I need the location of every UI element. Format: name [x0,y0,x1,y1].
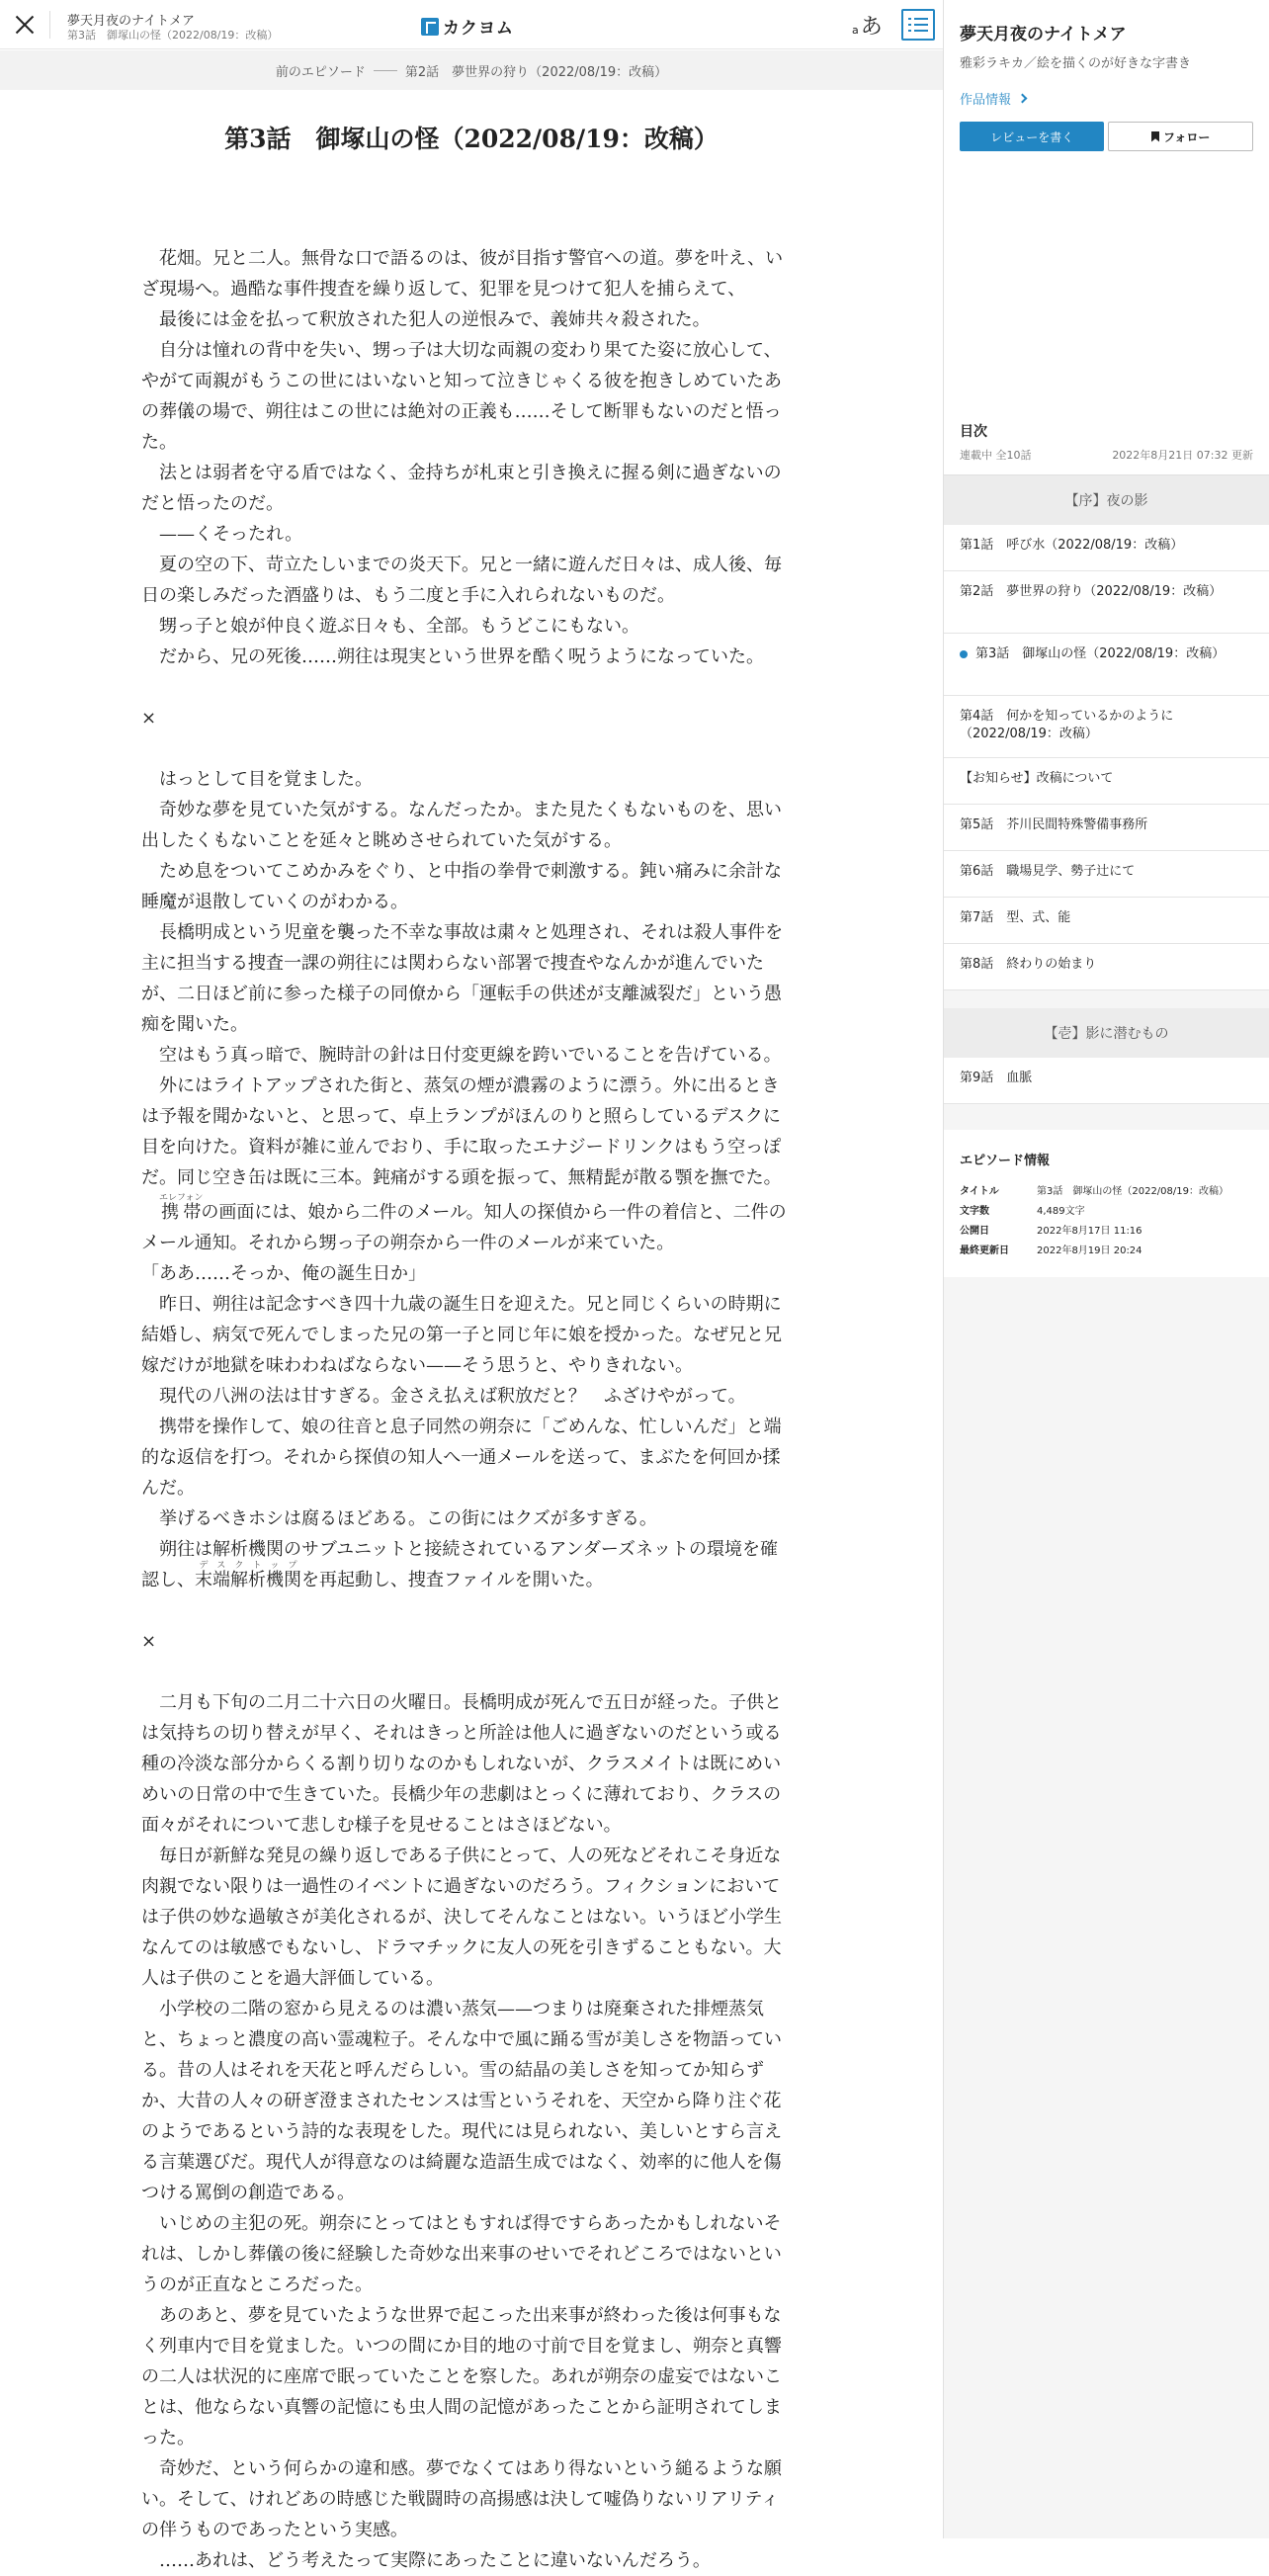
sidebar [943,0,1269,2538]
ruby-base: 携帯 [159,1202,204,1223]
body-paragraph: いじめの主犯の死。朔奈にとってはともすれば得ですらあったかもしれないそれは、しかし葬儀の後に経験した奇妙な出来事のせいでそれどころではないというのが正直なところだった。 [141,2213,782,2295]
episode-info-value: 2022年8月17日 11:16 [1037,1226,1142,1237]
toc-title: 目次 [960,424,987,440]
toc-episode-item[interactable]: 第7話 型、式、能 [944,898,1269,944]
write-review-button[interactable]: レビューを書く [960,122,1104,151]
episode-info-value: 2022年8月19日 20:24 [1037,1245,1142,1256]
episode-info-key: 最終更新日 [960,1245,1009,1256]
ruby-text [195,1561,301,1590]
body-paragraph: 携帯を操作して、娘の往音と息子同然の朔奈に「ごめんな、忙しいんだ」と端的な返信を打つ。それから探偵の知人へ一通メールを送って、まぶたを何回か揉んだ。 [141,1417,782,1499]
toc-episode-item[interactable]: 第8話 終わりの始まり [944,944,1269,990]
body-paragraph: 挙げるべきホシは腐るほどある。この街にはクズが多すぎる。 [159,1508,657,1529]
body-paragraph: 法とは弱者を守る盾ではなく、金持ちが札束と引き換えに握る剣に過ぎないのだと悟ったのだ。 [141,463,782,514]
body-paragraph: はっとして目を覚ました。 [159,769,373,790]
ruby-base: 末端解析機関 [195,1570,301,1590]
body-paragraph: 最後には金を払って釈放された犯人の逆恨みで、義姉共々殺された。 [159,309,711,330]
episode-title: 第3話 御塚山の怪（2022/08/19：改稿） [224,125,719,153]
scene-break: × [141,1631,157,1652]
episode-info-row [960,1242,1253,1261]
prev-separator [374,70,397,71]
episode-info-value: 第3話 御塚山の怪（2022/08/19：改稿） [1037,1186,1228,1197]
ruby-reading: デスクトップ [195,1561,301,1571]
body-paragraph: 奇妙だ、という何らかの違和感。夢でなくてはあり得ないという縋るような願い。そして、けれどあの時感じた戦闘時の高揚感は決して嘘偽りないリアリティの伴うものであったという実感。 [141,2458,782,2540]
episode-info-rows [960,1182,1253,1261]
toc-episode-item[interactable]: 第1話 呼び水（2022/08/19：改稿） [944,525,1269,571]
bookmark-plus-icon [1151,131,1159,142]
episode-info-key: 公開日 [960,1226,989,1237]
body-paragraph: 外にはライトアップされた街と、蒸気の煙が濃霧のように漂う。外に出るときは予報を聞かないと、と思って、卓上ランプがほんのりと照らしているデスクに目を向けた。資料が雑に並んでおり、手に取ったエナジードリンクはもう空っぽだ。同じ空き缶は既に三本。鈍痛がする頭を振って、無精髭が散る顎を撫でた。 [141,1075,782,1188]
list-icon-line [914,24,928,26]
body-paragraph: ……あれは、どう考えたって実際にあったことに違いないんだろう。 [159,2550,711,2571]
close-icon[interactable] [12,12,38,38]
episode-body [141,213,790,2576]
reading-area [0,90,943,2571]
body-paragraph: 二月も下旬の二月二十六日の火曜日。長橋明成が死んで五日が経った。子供とは気持ちの切り替えが早く、それはきっと所詮は他人に過ぎないのだという或る種の冷淡な部分からくる割り切りなのかもしれないが、クラスメイトは既にめいめいの日常の中で生きていた。長橋少年の悲劇はとっくに薄れており、クラスの面々がそれについて悲しむ様子を見せることはさほどない。 [141,1692,782,1836]
prev-episode-title: 第2話 夢世界の狩り（2022/08/19：改稿） [404,64,668,80]
toc-episode-item[interactable]: 第6話 職場見学、勢子辻にて [944,851,1269,898]
blank-line [141,213,790,243]
top-header [0,0,943,49]
body-paragraph: ため息をついてこめかみをぐり、と中指の拳骨で刺激する。鈍い痛みに余計な睡魔が退散していくのがわかる。 [141,861,782,912]
episode-info-key: タイトル [960,1186,999,1197]
body-paragraph: 夏の空の下、苛立たしいまでの炎天下。兄と一緒に遊んだ日々は、成人後、毎日の楽しみだった酒盛りは、もう二度と手に入れられないものだ。 [141,555,782,606]
toc-episode-item[interactable]: 第3話 御塚山の怪（2022/08/19：改稿） [944,634,1269,696]
toc-episode-item[interactable]: 第2話 夢世界の狩り（2022/08/19：改稿） [944,571,1269,634]
list-icon-line [914,18,928,20]
body-paragraph: 花畑。兄と二人。無骨な口で語るのは、彼が目指す警官への道。夢を叶え、いざ現場へ。過酷な事件捜査を繰り返して、犯罪を見つけて犯人を捕らえて、 [141,248,784,300]
body-paragraph: 空はもう真っ暗で、腕時計の針は日付変更線を跨いでいることを告げている。 [159,1045,782,1066]
list-icon-line [914,30,928,32]
episode-info-value: 4,489文字 [1037,1206,1085,1217]
scene-break: × [141,708,157,729]
ruby-reading: エレフォン [159,1193,204,1203]
chevron-right-icon [1018,94,1028,104]
work-info-label: 作品情報 [960,93,1012,108]
chapter-gap [944,990,1269,1008]
body-paragraph: 現代の八洲の法は甘すぎる。金さえ払えば釈放だと？ ふざけやがって。 [159,1386,746,1407]
body-paragraph [141,1193,790,1258]
paragraph-text: を再起動し、捜査ファイルを開いた。 [301,1570,604,1590]
toc-episode-item[interactable]: 【お知らせ】改稿について [944,758,1269,805]
follow-label: フォロー [1163,129,1211,144]
blank-line [141,1657,790,1687]
header-work-title[interactable]: 夢天月夜のナイトメア [67,14,195,29]
chapter-heading: 【壱】影に潜むもの [944,1008,1269,1058]
blank-line [141,733,790,764]
sidebar-work-title[interactable]: 夢天月夜のナイトメア [960,25,1127,44]
episode-info-row [960,1182,1253,1202]
header-divider [49,11,50,39]
episode-info-heading: エピソード情報 [960,1154,1051,1168]
font-small-glyph: a [852,24,859,37]
action-buttons [960,122,1253,151]
episode-info-row [960,1202,1253,1222]
body-paragraph: 甥っ子と娘が仲良く遊ぶ日々も、全部。もうどこにもない。 [159,616,639,637]
body-paragraph: 「ああ……そっか、俺の誕生日か」 [141,1263,426,1284]
paragraph-text: の画面には、娘から二件のメール。知人の探偵から一件の着信と、二件のメール通知。それから甥っ子の朔奈から一件のメールが来ていた。 [141,1202,787,1253]
toc-episode-item[interactable]: 第5話 芥川民間特殊警備事務所 [944,805,1269,851]
header-episode-title: 第3話 御塚山の怪（2022/08/19：改稿） [67,29,279,42]
body-paragraph: 小学校の二階の窓から見えるのは濃い蒸気——つまりは廃棄された排煙蒸気と、ちょっと濃度の高い霊魂粒子。そんな中で風に踊る雪が美しさを物語っている。昔の人はそれを天花と呼んだらしい。雪の結晶の美しさを知ってか知らずか、大昔の人々の研ぎ澄まされたセンスは雪というそれを、天空から降り注ぐ花のようであるという詩的な表現をした。現代には見られない、美しいとすら言える言葉選びだ。現代人が得意なのは綺麗な造語生成ではなく、効率的に他人を傷つける罵倒の創造である。 [141,1999,782,2203]
body-paragraph: ——くそったれ。 [159,524,303,545]
body-paragraph: 昨日、朔往は記念すべき四十九歳の誕生日を迎えた。兄と同じくらいの時期に結婚し、病気で死んでしまった兄の第一子と同じ年に娘を授かった。なぜ兄と兄嫁だけが地獄を味わわねばならない——そう思うと、やりきれない。 [141,1294,782,1376]
toc-status: 連載中 全10話 [960,449,1032,462]
follow-button[interactable] [1108,122,1253,151]
kakuyomu-logo[interactable] [421,14,514,39]
body-paragraph: 毎日が新鮮な発見の繰り返しである子供にとって、人の死などそれこそ身近な肉親でない限りは一過性のイベントに過ぎないのだろう。フィクションにおいては子供の妙な過敏さが美化されるが、決してそんなことはない。いうほど小学生なんてのは敏感でもないし、ドラマチックに友人の死を引きずることもない。大人は子供のことを過大評価している。 [141,1846,782,1989]
toc-meta [960,447,1253,463]
episode-info-key: 文字数 [960,1206,989,1217]
font-settings-button[interactable] [852,10,883,41]
logo-text: カクヨム [443,19,514,39]
body-paragraph: 奇妙な夢を見ていた気がする。なんだったか。また見たくもないものを、思い出したくもないことを延々と眺めさせられていた気がする。 [141,800,782,851]
toc-episode-item[interactable]: 第9話 血脈 [944,1058,1269,1104]
episode-info-panel [944,1130,1269,1277]
logo-mark-icon [421,18,439,36]
work-info-panel [944,0,1269,405]
toc-updated: 2022年8月21日 07:32 更新 [1112,449,1253,462]
blank-line [141,1595,790,1626]
episode-info-row [960,1222,1253,1242]
body-paragraph: 長橋明成という児童を襲った不幸な事故は粛々と処理され、それは殺人事件を主に担当する捜査一課の朔往には関わらない部署で捜査やなんかが進んでいたが、二日ほど前に参った様子の同僚から「運転手の供述が支離滅裂だ」という愚痴を聞いた。 [141,922,784,1035]
blank-line [141,672,790,703]
prev-episode-label: 前のエピソード [275,64,366,80]
sidebar-author[interactable]: 雅彩ラキカ／絵を描くのが好きな字書き [960,56,1192,71]
toc-list [944,475,1269,1104]
toc-episode-item[interactable]: 第4話 何かを知っているかのように（2022/08/19：改稿） [944,696,1269,758]
body-paragraph: あのあと、夢を見ていたような世界で起こった出来事が終わった後は何事もなく列車内で目を覚ました。いつの間にか目的地の寸前で目を覚まし、朔奈と真響の二人は状況的に座席で眠っていたことを察した。あれが朔奈の虚妄ではないことは、他ならない真響の記憶にも虫人間の記憶があったことから証明されてしまった。 [141,2305,782,2448]
body-paragraph: だから、兄の死後……朔往は現実という世界を酷く呪うようになっていた。 [159,646,764,667]
ruby-text [159,1193,204,1223]
body-paragraph [141,1534,790,1595]
toc-header [944,405,1269,475]
body-paragraph: 自分は憧れの背中を失い、甥っ子は大切な両親の変わり果てた姿に放心して、やがて両親がもうこの世にはいないと知って泣きじゃくる彼を抱きしめていたあの葬儀の場で、朔往はこの世には絶対の正義も……そして断罪もないのだと悟った。 [141,340,782,453]
font-large-glyph: あ [860,15,883,40]
chapter-heading: 【序】夜の影 [944,475,1269,525]
work-info-link[interactable] [960,89,1253,108]
toc-list-button[interactable] [901,9,935,41]
prev-episode-link[interactable] [0,50,943,90]
paragraph-text: 朔往は解析機関のサブユニットと接続されているアンダーズネットの環境を確認し、 [141,1539,779,1590]
